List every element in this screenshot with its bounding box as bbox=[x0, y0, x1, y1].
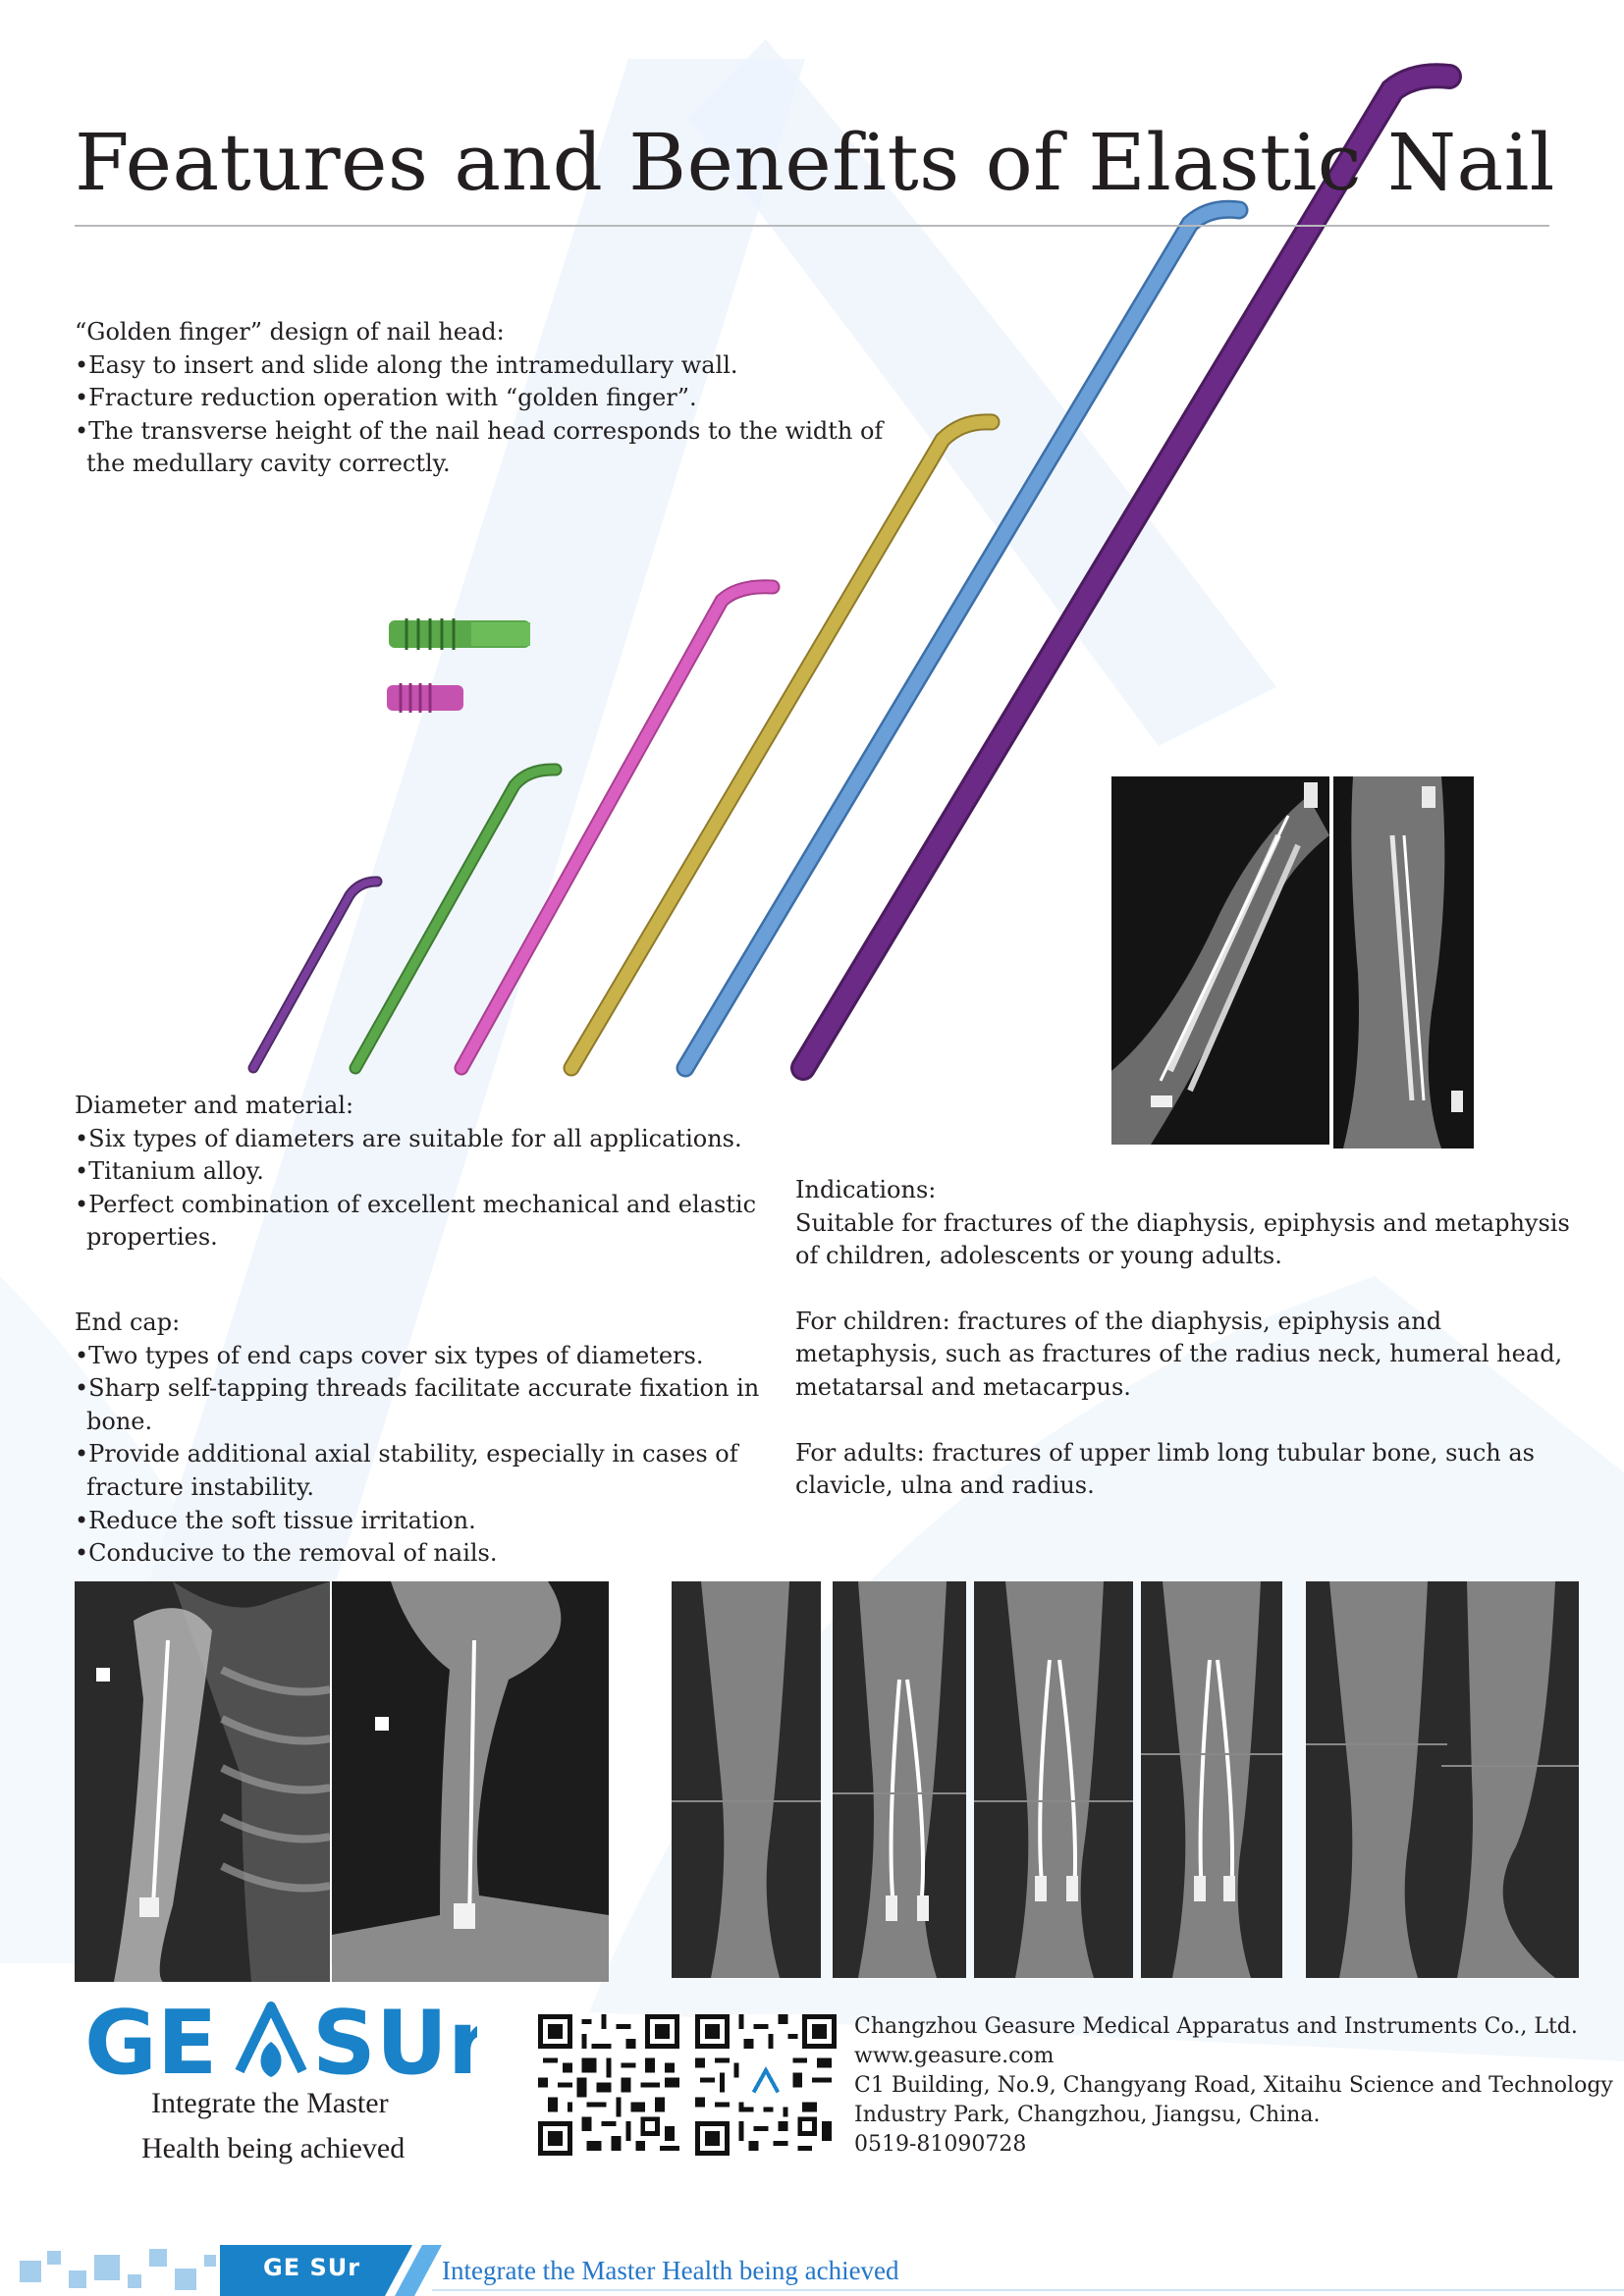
phone-number: 0519-81090728 bbox=[854, 2132, 1027, 2157]
end-cap-heading: End cap: bbox=[75, 1308, 181, 1336]
indications-section bbox=[795, 1174, 1581, 1503]
diameter-bullet: • Six types of diameters are suitable for all applications. bbox=[75, 1123, 762, 1156]
end-cap-green bbox=[389, 618, 530, 650]
qr-code-website bbox=[538, 2014, 679, 2156]
geasure-logo bbox=[84, 1993, 477, 2091]
golden-finger-bullet: • The transverse height of the nail head corresponds to the width of the medullary cavity correctly. bbox=[75, 415, 919, 481]
contact-info bbox=[854, 2012, 1613, 2160]
end-cap-bullet: • Provide additional axial stability, especially in cases of fracture instability. bbox=[75, 1438, 762, 1504]
femur-xray-series bbox=[672, 1581, 1579, 1978]
indications-general: Suitable for fractures of the diaphysis, epiphysis and metaphysis of children, adolescents or young adults. bbox=[795, 1208, 1570, 1270]
svg-text:GE: GE bbox=[84, 1993, 218, 2091]
diameter-heading: Diameter and material: bbox=[75, 1092, 354, 1119]
forearm-xray-lateral bbox=[1333, 776, 1474, 1148]
company-name: Changzhou Geasure Medical Apparatus and Instruments Co., Ltd. bbox=[854, 2014, 1578, 2039]
end-cap-section bbox=[75, 1307, 762, 1571]
svg-text:SUr: SUr bbox=[312, 1993, 477, 2091]
indications-children: For children: fractures of the diaphysis, epiphysis and metaphysis, such as fractures of the radius neck, humeral head, metatarsal and metacarpus. bbox=[795, 1307, 1563, 1401]
brand-tagline-1: Integrate the Master bbox=[151, 2087, 389, 2119]
website-link[interactable]: www.geasure.com bbox=[854, 2044, 1055, 2068]
end-cap-bullet: • Reduce the soft tissue irritation. bbox=[75, 1505, 762, 1538]
title-divider bbox=[75, 225, 1549, 227]
diameter-bullet: • Titanium alloy. bbox=[75, 1155, 762, 1189]
humerus-xray-lateral bbox=[332, 1581, 609, 1982]
end-cap-bullet: • Sharp self-tapping threads facilitate accurate fixation in bone. bbox=[75, 1372, 762, 1438]
golden-finger-heading: “Golden finger” design of nail head: bbox=[75, 318, 505, 346]
page-title: Features and Benefits of Elastic Nail bbox=[75, 117, 1555, 208]
forearm-xray-ap bbox=[1111, 776, 1329, 1145]
humerus-xray-ap bbox=[75, 1581, 330, 1982]
address-line-2: Industry Park, Changzhou, Jiangsu, China. bbox=[854, 2103, 1321, 2127]
indications-adults: For adults: fractures of upper limb long tubular bone, such as clavicle, ulna and radius. bbox=[795, 1438, 1535, 1500]
footer-tagline: Integrate the Master Health being achieved bbox=[442, 2256, 899, 2285]
brand-tagline-2: Health being achieved bbox=[141, 2132, 406, 2164]
golden-finger-bullet: • Fracture reduction operation with “golden finger”. bbox=[75, 382, 919, 415]
diameter-section bbox=[75, 1090, 762, 1255]
end-cap-bullet: • Conducive to the removal of nails. bbox=[75, 1537, 762, 1571]
indications-heading: Indications: bbox=[795, 1176, 937, 1203]
golden-finger-section bbox=[75, 316, 919, 481]
golden-finger-bullet: • Easy to insert and slide along the intramedullary wall. bbox=[75, 349, 919, 383]
end-cap-pink bbox=[387, 683, 463, 713]
diameter-bullet: • Perfect combination of excellent mechanical and elastic properties. bbox=[75, 1189, 762, 1255]
address-line-1: C1 Building, No.9, Changyang Road, Xitaihu Science and Technology bbox=[854, 2073, 1613, 2098]
footer-brand: GE SUr bbox=[263, 2254, 361, 2281]
end-cap-bullet: • Two types of end caps cover six types of diameters. bbox=[75, 1340, 762, 1373]
qr-code-wechat bbox=[695, 2014, 837, 2156]
